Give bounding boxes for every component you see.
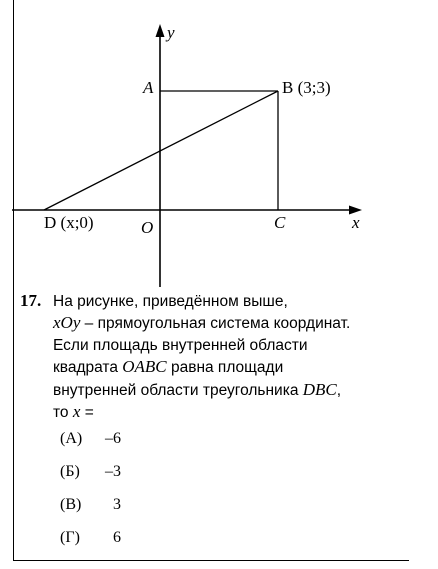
y-axis-arrow: [156, 24, 165, 37]
option-label: (В): [60, 496, 82, 513]
statement-line-2: xOy – прямоугольная система координат.: [53, 313, 351, 333]
segment-db: [44, 91, 278, 210]
statement-line-3: Если площадь внутренней области: [53, 336, 308, 354]
statement-line-5: внутренней области треугольника DBC,: [53, 379, 342, 399]
origin-label: O: [141, 218, 154, 237]
y-axis-label: y: [167, 23, 175, 42]
problem-statement: [53, 291, 413, 423]
problem-number: 17.: [20, 291, 42, 310]
x-axis-label: x: [352, 213, 360, 232]
point-b-label: B (3;3): [282, 78, 331, 97]
point-a-label: A: [143, 78, 154, 97]
statement-line-4: квадрата OABC равна площади: [53, 357, 284, 377]
option-value: –6: [105, 430, 121, 447]
point-d-label: D (x;0): [44, 213, 94, 232]
page-frame-bottom: [13, 560, 409, 561]
option-label: (Б): [60, 463, 80, 480]
option-label: (А): [60, 430, 83, 447]
point-c-label: C: [274, 213, 286, 232]
option-value: 3: [113, 496, 121, 513]
option-value: –3: [105, 463, 121, 480]
statement-line-1: На рисунке, приведённом выше,: [53, 293, 288, 310]
option-label: (Г): [60, 529, 80, 546]
statement-line-6: то x =: [53, 402, 94, 422]
option-value: 6: [113, 529, 121, 546]
